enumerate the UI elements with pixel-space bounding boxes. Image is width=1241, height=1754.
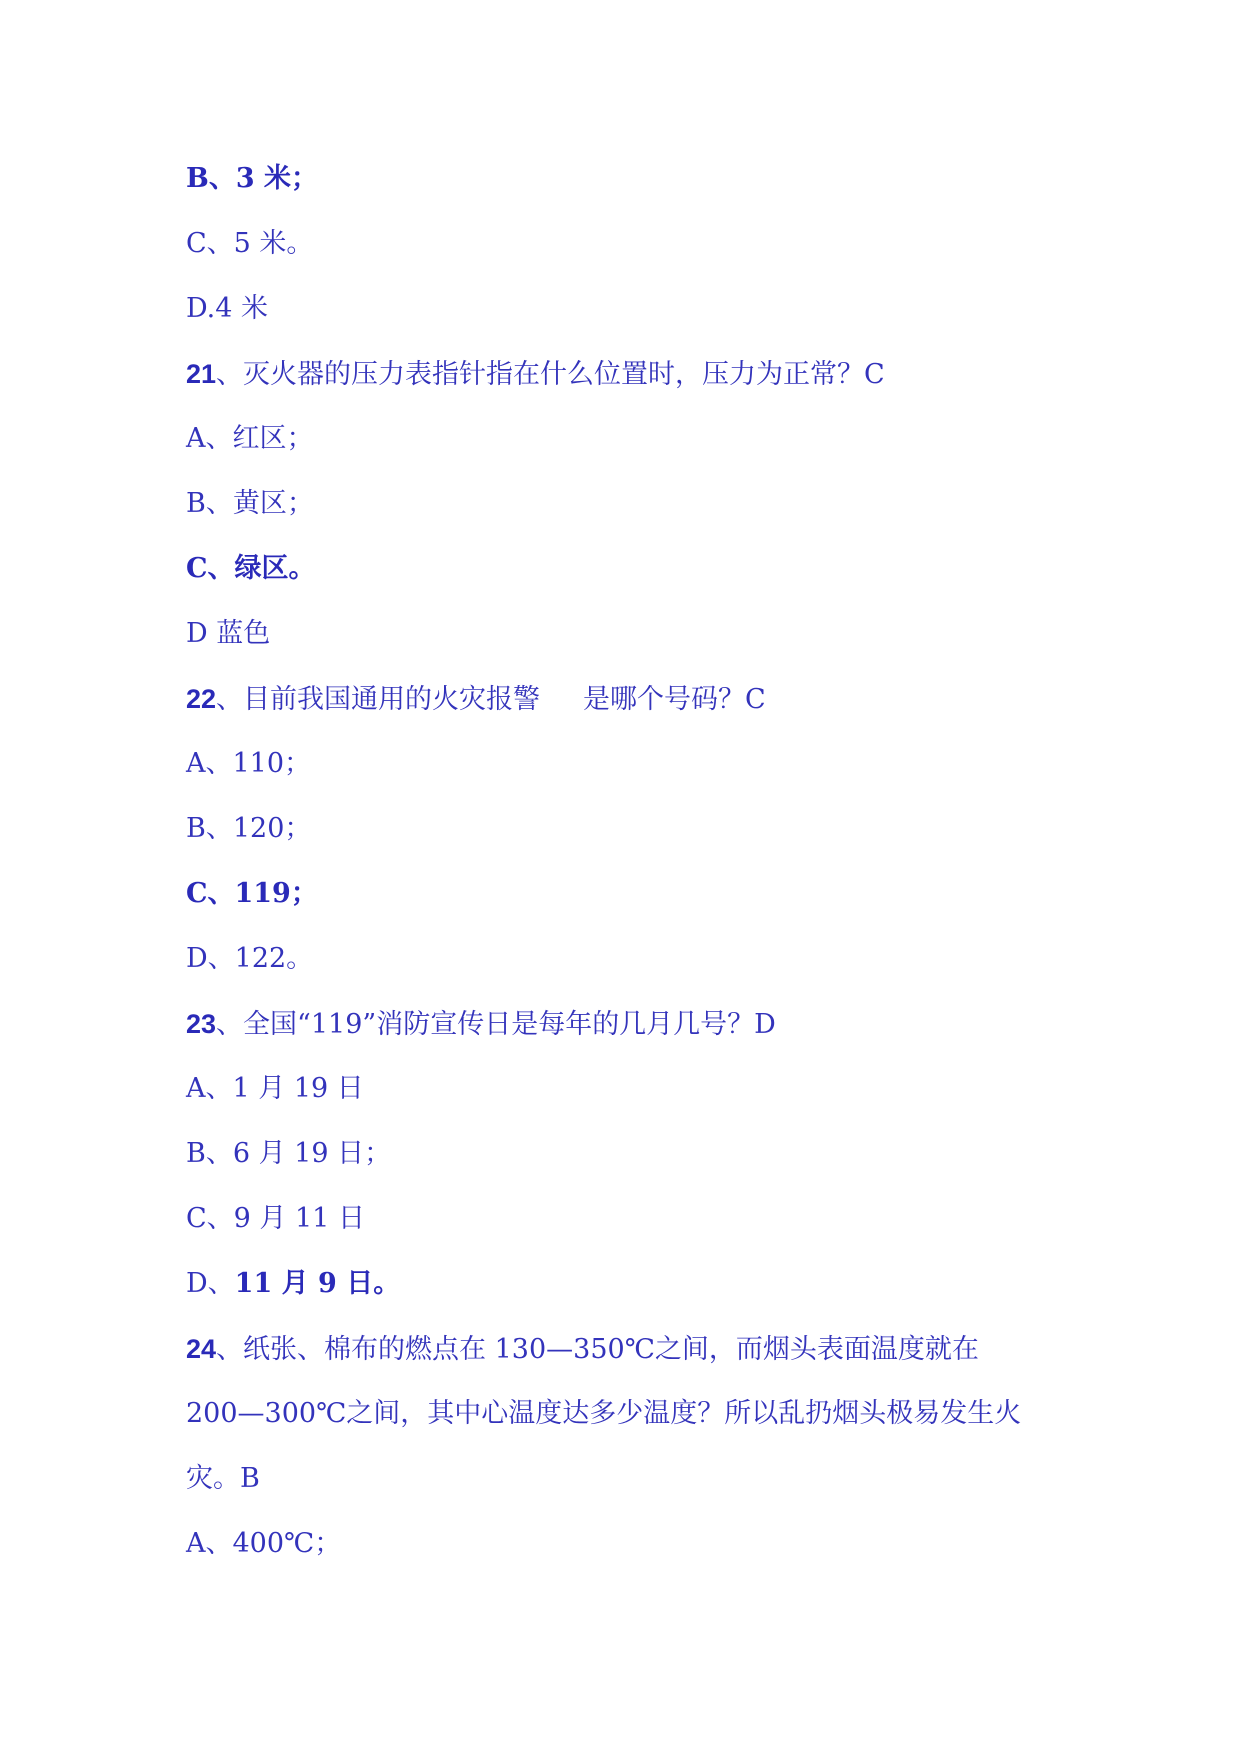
question-24-line-2 <box>186 1391 1066 1456</box>
option-text: B、3 米； <box>186 163 319 194</box>
option-b-3m <box>186 156 1066 221</box>
option-text: C、119； <box>186 878 318 909</box>
option-d-4m <box>186 286 1066 351</box>
option-c-119 <box>186 871 1066 936</box>
question-text: 灾。B <box>186 1463 260 1494</box>
option-a-red <box>186 416 1066 481</box>
option-text: 11 月 9 日。 <box>234 1268 401 1299</box>
option-text: A、400℃； <box>186 1528 342 1559</box>
option-d-122 <box>186 936 1066 1001</box>
option-text: B、6 月 19 日； <box>186 1138 392 1169</box>
option-text: D 蓝色 <box>186 618 271 649</box>
option-a-400c <box>186 1521 1066 1586</box>
question-number: 24 <box>186 1334 217 1364</box>
question-text: 、纸张、棉布的燃点在 130—350℃之间，而烟头表面温度就在 <box>216 1334 979 1365</box>
option-a-jan19 <box>186 1066 1066 1131</box>
option-text: B、黄区； <box>186 488 314 519</box>
question-24-line-1 <box>186 1326 1066 1391</box>
question-21 <box>186 351 1066 416</box>
question-number: 21 <box>186 359 217 389</box>
question-number: 22 <box>186 684 217 714</box>
question-24-line-3 <box>186 1456 1066 1521</box>
option-text: D.4 米 <box>186 293 269 324</box>
question-number: 23 <box>186 1009 217 1039</box>
option-c-sep11 <box>186 1196 1066 1261</box>
option-a-110 <box>186 741 1066 806</box>
option-text: A、红区； <box>186 423 314 454</box>
option-c-5m <box>186 221 1066 286</box>
question-23 <box>186 1001 1066 1066</box>
option-text: A、1 月 19 日 <box>186 1073 364 1104</box>
option-text: C、绿区。 <box>186 553 316 584</box>
option-d-blue <box>186 611 1066 676</box>
option-b-jun19 <box>186 1131 1066 1196</box>
option-text: C、9 月 11 日 <box>186 1203 365 1234</box>
question-text: 、目前我国通用的火灾报警 是哪个号码？C <box>216 684 766 715</box>
question-22 <box>186 676 1066 741</box>
option-d-nov9 <box>186 1261 1066 1326</box>
question-text: 、全国“119”消防宣传日是每年的几月几号？D <box>216 1009 776 1040</box>
option-text: A、110； <box>186 748 312 779</box>
quiz-content <box>186 156 1066 1586</box>
option-prefix: D、 <box>186 1268 235 1299</box>
question-text: 200—300℃之间，其中心温度达多少温度？所以乱扔烟头极易发生火 <box>186 1398 1022 1429</box>
option-c-green <box>186 546 1066 611</box>
option-b-yellow <box>186 481 1066 546</box>
option-text: B、120； <box>186 813 312 844</box>
option-text: D、122。 <box>186 943 314 974</box>
option-text: C、5 米。 <box>186 228 314 259</box>
option-b-120 <box>186 806 1066 871</box>
question-text: 、灭火器的压力表指针指在什么位置时，压力为正常？C <box>216 359 885 390</box>
